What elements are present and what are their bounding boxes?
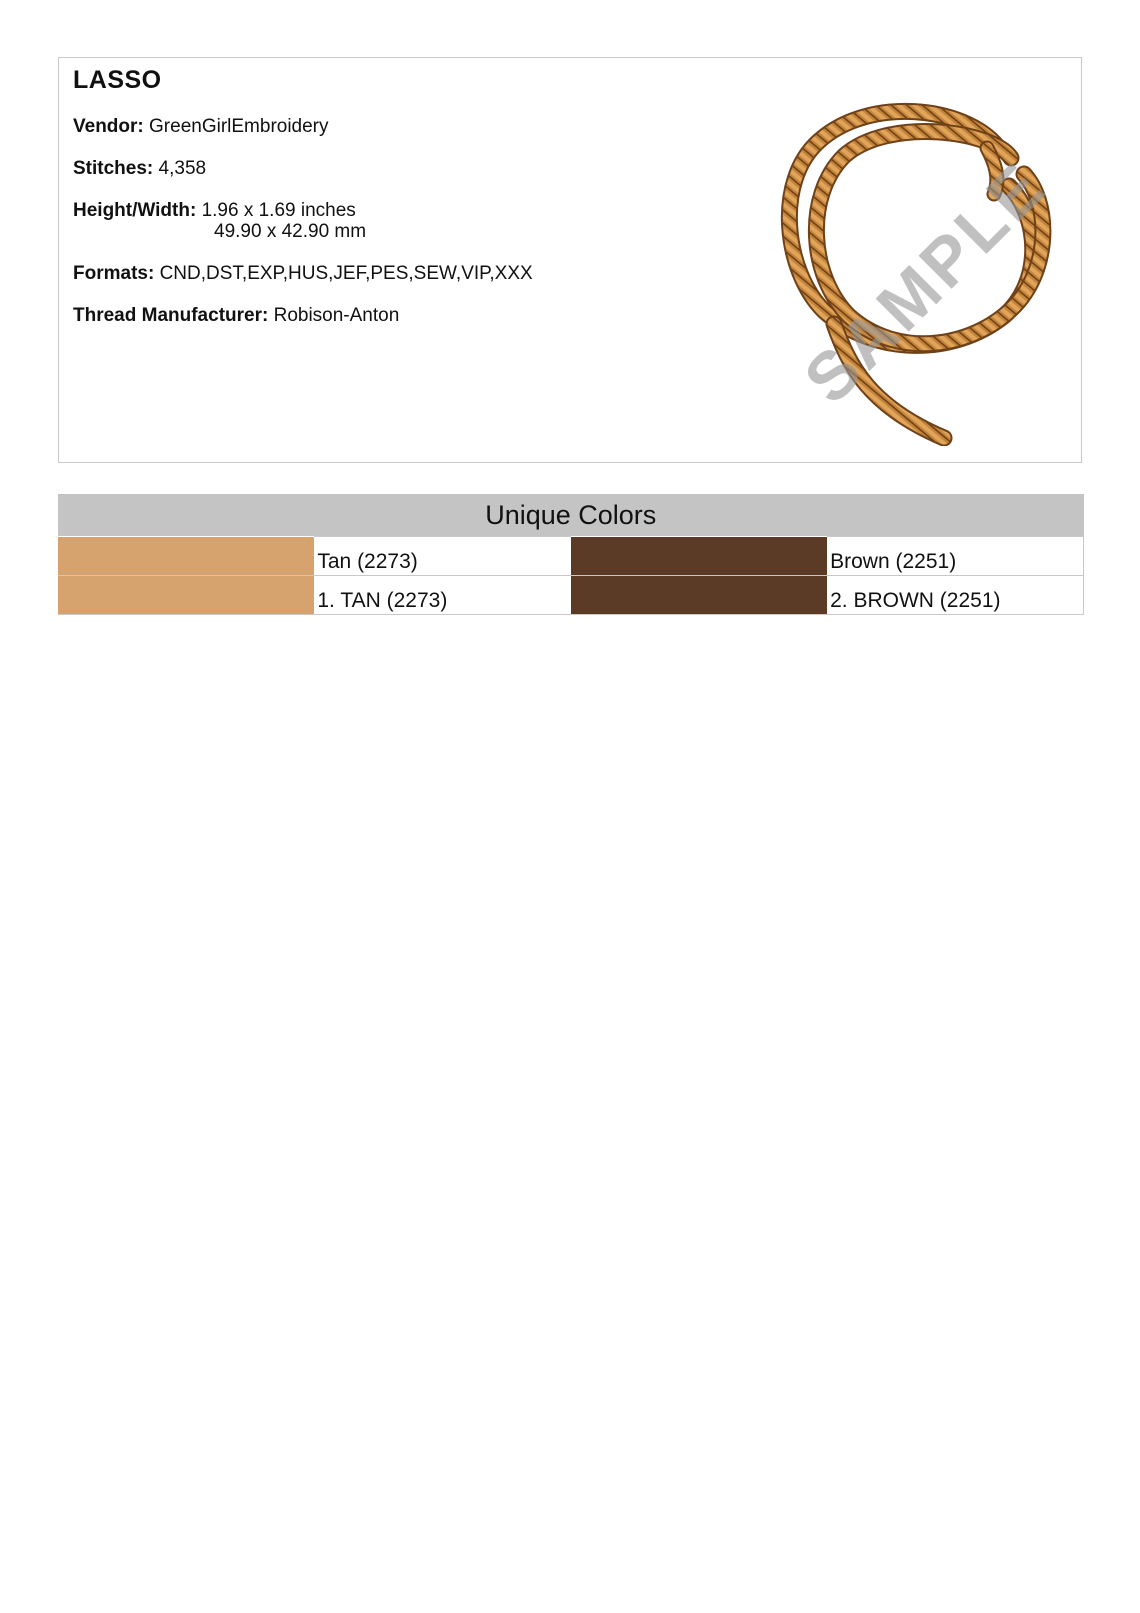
- color-swatch: [58, 576, 314, 615]
- vendor-field: [73, 116, 329, 137]
- formats-label: Formats:: [73, 263, 155, 284]
- table-row: [58, 576, 1084, 615]
- color-name: 1. TAN (2273): [314, 576, 570, 615]
- stitches-value: 4,358: [158, 158, 207, 179]
- size-field: [73, 200, 366, 242]
- formats-field: [73, 263, 533, 284]
- design-preview-image: [739, 86, 1079, 446]
- color-swatch: [571, 576, 827, 615]
- thread-manufacturer-field: [73, 305, 399, 326]
- size-inches-value: 1.96 x 1.69 inches: [201, 200, 356, 221]
- size-mm-value: 49.90 x 42.90 mm: [214, 221, 367, 242]
- thread-manufacturer-label: Thread Manufacturer:: [73, 305, 269, 326]
- color-swatch: [58, 537, 314, 576]
- vendor-value: GreenGirlEmbroidery: [149, 116, 329, 137]
- unique-colors-heading: Unique Colors: [58, 494, 1084, 537]
- color-name: Brown (2251): [827, 537, 1083, 576]
- color-name: 2. BROWN (2251): [827, 576, 1083, 615]
- formats-value: CND,DST,EXP,HUS,JEF,PES,SEW,VIP,XXX: [159, 263, 533, 284]
- thread-manufacturer-value: Robison-Anton: [273, 305, 400, 326]
- table-row: [58, 537, 1084, 576]
- sample-watermark: [739, 86, 1079, 446]
- unique-colors-table: [58, 494, 1084, 615]
- color-swatch: [571, 537, 827, 576]
- stitches-label: Stitches:: [73, 158, 154, 179]
- sample-watermark-text: SAMPLE: [789, 146, 1061, 418]
- size-label: Height/Width:: [73, 200, 197, 221]
- color-name: Tan (2273): [314, 537, 570, 576]
- vendor-label: Vendor:: [73, 116, 144, 137]
- stitches-field: [73, 158, 206, 179]
- design-title: LASSO: [73, 66, 162, 94]
- design-info-card: [58, 57, 1082, 463]
